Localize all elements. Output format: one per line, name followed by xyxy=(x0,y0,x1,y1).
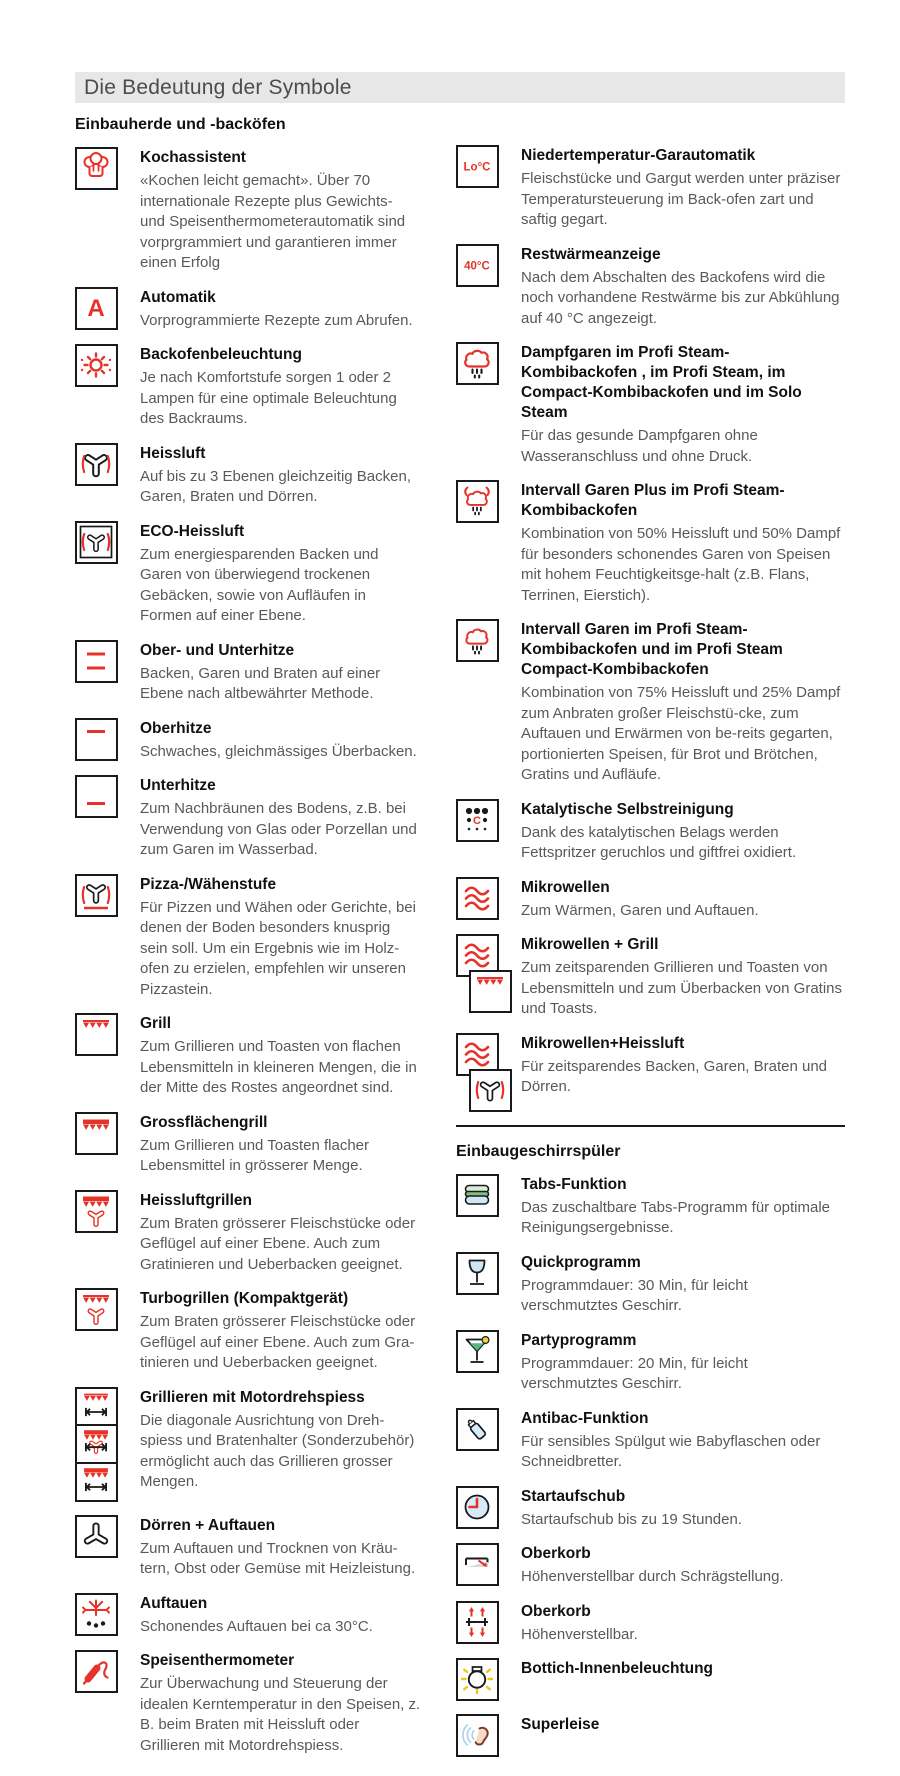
symbol-entry xyxy=(456,934,845,1020)
symbol-text-cell xyxy=(521,1714,845,1757)
symbol-entry xyxy=(456,480,845,606)
hot-air-grill-icon xyxy=(75,1190,119,1276)
symbol-description: Je nach Komfortstufe sorgen 1 oder 2 Lampen für eine optimale Beleuchtung des Backraums. xyxy=(140,369,397,427)
symbol-title: Oberkorb xyxy=(521,1545,591,1562)
symbol-description: Vorprogrammierte Rezepte zum Abrufen. xyxy=(140,311,413,329)
defrost-icon xyxy=(75,1593,119,1638)
svg-text:Lo°C: Lo°C xyxy=(463,161,491,174)
symbol-entry xyxy=(75,718,421,763)
steam-icon xyxy=(456,342,500,467)
symbol-title: Katalytische Selbstreinigung xyxy=(521,800,734,818)
symbol-text-cell xyxy=(521,1174,845,1239)
left-column xyxy=(75,116,421,1770)
symbol-text-cell xyxy=(140,521,421,627)
symbol-text-cell xyxy=(140,1190,421,1276)
symbol-text-cell xyxy=(140,1515,421,1580)
microwave-icon xyxy=(456,877,500,922)
spit-grill-icon xyxy=(75,1387,119,1502)
symbol-text-cell xyxy=(521,1486,845,1531)
symbol-title: Ober- und Unterhitze xyxy=(140,641,295,659)
symbol-entry xyxy=(75,874,421,1001)
symbol-description: Zum Grillieren und Toasten flacher Lebensmittel in grösserer Menge. xyxy=(140,1136,369,1174)
automatic-a-icon xyxy=(75,287,119,332)
symbol-description: Für das gesunde Dampfgaren ohne Wasseranschluss und ohne Druck. xyxy=(521,427,758,465)
symbol-entry xyxy=(75,147,421,274)
symbol-title: Startaufschub xyxy=(521,1487,626,1505)
symbol-title: Partyprogramm xyxy=(521,1331,637,1349)
symbol-text-cell xyxy=(140,1650,421,1756)
ovens-left-list xyxy=(75,147,421,1756)
interval-icon xyxy=(456,619,500,786)
symbol-entry xyxy=(456,244,845,330)
pizza-stage-icon xyxy=(75,874,119,1001)
symbol-text-cell xyxy=(140,1593,421,1638)
symbol-text-cell xyxy=(521,1601,845,1646)
symbol-description: Zum Wärmen, Garen und Auftauen. xyxy=(521,901,759,919)
symbol-title: Tabs-Funktion xyxy=(521,1175,627,1193)
microwave-hotair-icon xyxy=(456,1033,500,1112)
symbol-entry xyxy=(75,521,421,627)
low-temp-icon xyxy=(456,145,500,231)
dishwashers-list xyxy=(456,1174,845,1758)
symbol-description: Programmdauer: 20 Min, für leicht verschmutztes Geschirr. xyxy=(521,1354,748,1392)
symbol-description: Schonendes Auftauen bei ca 30°C. xyxy=(140,1617,373,1635)
symbol-title: Restwärmeanzeige xyxy=(521,245,661,263)
delay-clock-icon xyxy=(456,1486,500,1531)
symbol-title: Dörren + Auftauen xyxy=(140,1516,276,1534)
symbol-entry xyxy=(456,1252,845,1317)
symbol-description: Backen, Garen und Braten auf einer Ebene nach altbewährter Methode. xyxy=(140,664,381,702)
symbol-description: Zum Nachbräunen des Bodens, z.B. bei Verwendung von Glas oder Porzellan und zum Garen im Wasserbad. xyxy=(140,800,417,858)
symbol-text-cell xyxy=(521,145,845,231)
symbol-description: Die diagonale Ausrichtung von Dreh-spiess und Bratenhalter (Sonderzubehör) ermöglicht auch das Grillieren grosser Mengen. xyxy=(140,1411,415,1490)
symbol-entry xyxy=(75,1112,421,1177)
symbol-entry xyxy=(456,1408,845,1473)
symbol-description: Für Pizzen und Wähen oder Gerichte, bei denen der Boden besonders knusprig sein soll. Um ein Ergebnis wie im Holz-ofen zu erzielen, empfehlen wir unseren Pizzastein. xyxy=(140,898,416,998)
symbol-description: Kombination von 50% Heissluft und 50% Dampf für besonders schonendes Garen von Speisen mit hohem Feuchtigkeitsge-halt (z.B. Flans, Terrinen, Eierstich). xyxy=(521,525,841,604)
symbol-description: Höhenverstellbar durch Schrägstellung. xyxy=(521,1568,784,1585)
symbol-text-cell xyxy=(521,342,845,467)
symbol-entry xyxy=(75,344,421,430)
symbol-text-cell xyxy=(521,244,845,330)
symbol-text-cell xyxy=(140,640,421,705)
symbol-description: Dank des katalytischen Belags werden Fettspritzer geruchlos und giftfrei oxidiert. xyxy=(521,823,797,861)
symbol-title: Mikrowellen + Grill xyxy=(521,936,659,953)
catalytic-icon xyxy=(456,799,500,864)
symbol-description: Kombination von 75% Heissluft und 25% Dampf zum Anbraten großer Fleischstü-cke, zum Auftauen und Erwärmen von be-reits gegarten, portionierten Speisen, für Brot und Brötchen, Gratins und Aufläufe. xyxy=(521,684,841,783)
symbol-title: Unterhitze xyxy=(140,777,216,794)
symbol-title: Oberkorb xyxy=(521,1602,591,1620)
symbol-description: Das zuschaltbare Tabs-Programm für optimale Reinigungsergebnisse. xyxy=(521,1198,831,1236)
symbol-title: Kochassistent xyxy=(140,149,246,166)
symbol-entry xyxy=(75,287,421,332)
antibac-bottle-icon xyxy=(456,1408,500,1473)
symbol-title: Bottich-Innenbeleuchtung xyxy=(521,1660,714,1677)
basket-height-icon xyxy=(456,1601,500,1646)
chef-hat-icon xyxy=(75,147,119,274)
svg-text:A: A xyxy=(87,294,105,322)
svg-text:C: C xyxy=(473,814,481,827)
food-thermometer-icon xyxy=(75,1650,119,1756)
symbol-description: Zum Grillieren und Toasten von flachen Lebensmitteln in kleineren Mengen, die in der Mitte des Rostes angeordnet sind. xyxy=(140,1038,417,1096)
symbol-text-cell xyxy=(140,775,421,861)
symbol-text-cell xyxy=(140,443,421,508)
symbol-title: Turbogrillen (Kompaktgerät) xyxy=(140,1290,349,1307)
microwave-grill-icon xyxy=(456,934,500,1020)
symbol-text-cell xyxy=(521,799,845,864)
symbol-entry xyxy=(456,1658,845,1701)
symbol-entry xyxy=(75,1288,421,1374)
basket-tilt-icon xyxy=(456,1543,500,1588)
symbol-text-cell xyxy=(140,1112,421,1177)
top-bottom-heat-icon xyxy=(75,640,119,705)
symbol-entry xyxy=(456,1601,845,1646)
residual-heat-icon xyxy=(456,244,500,330)
section-divider xyxy=(456,1125,845,1127)
symbol-title: Pizza-/Wähenstufe xyxy=(140,875,277,893)
quick-glass-icon xyxy=(456,1252,500,1317)
symbol-text-cell xyxy=(140,718,421,763)
symbol-entry xyxy=(75,1190,421,1276)
turbo-grill-icon xyxy=(75,1288,119,1374)
tabs-icon xyxy=(456,1174,500,1239)
symbol-text-cell xyxy=(521,480,845,606)
symbol-entry xyxy=(456,619,845,786)
hot-air-icon xyxy=(75,443,119,508)
quiet-ear-icon xyxy=(456,1714,500,1757)
oven-light-icon xyxy=(75,344,119,430)
symbol-entry xyxy=(456,1174,845,1239)
right-column xyxy=(456,116,845,1770)
svg-text:40°C: 40°C xyxy=(464,260,490,272)
symbol-title: Grossflächengrill xyxy=(140,1113,268,1131)
dry-defrost-icon xyxy=(75,1515,119,1580)
tub-light-icon xyxy=(456,1658,500,1701)
symbol-title: Heissluftgrillen xyxy=(140,1191,252,1209)
symbol-title: Heissluft xyxy=(140,444,206,462)
symbol-title: Antibac-Funktion xyxy=(521,1409,649,1427)
symbol-description: Für zeitsparendes Backen, Garen, Braten und Dörren. xyxy=(521,1057,828,1095)
symbol-description: Fleischstücke und Gargut werden unter präziser Temperatursteuerung im Back-ofen zart und saftig gegart. xyxy=(521,170,841,228)
symbol-title: Mikrowellen+Heissluft xyxy=(521,1034,685,1052)
symbol-description: Zum energiesparenden Backen und Garen von überwiegend trockenen Gebäcken, sowie von Aufläufen in Formen auf einer Ebene. xyxy=(140,545,379,624)
symbol-text-cell xyxy=(521,934,845,1020)
symbol-text-cell xyxy=(140,344,421,430)
symbol-title: Intervall Garen im Profi Steam-Kombibackofen und im Profi Steam Compact-Kombibackofen xyxy=(521,621,783,678)
eco-hot-air-icon xyxy=(75,521,119,627)
symbol-title: Oberhitze xyxy=(140,719,212,737)
symbol-title: Grill xyxy=(140,1015,172,1032)
symbol-title: Superleise xyxy=(521,1716,600,1733)
symbol-title: Dampfgaren im Profi Steam-Kombibackofen , im Profi Steam, im Compact-Kombibackofen und im Solo Steam xyxy=(521,344,802,421)
content-columns xyxy=(75,116,845,1770)
symbol-entry xyxy=(456,799,845,864)
symbol-entry xyxy=(75,1650,421,1756)
symbol-title: Niedertemperatur-Garautomatik xyxy=(521,147,756,164)
symbol-description: Programmdauer: 30 Min, für leicht verschmutztes Geschirr. xyxy=(521,1276,748,1314)
symbol-description: «Kochen leicht gemacht». Über 70 internationale Rezepte plus Gewichts- und Speisenthermometerautomatik sind vorprgrammiert und garantieren immer einen Erfolg xyxy=(140,172,406,271)
symbol-description: Auf bis zu 3 Ebenen gleichzeitig Backen, Garen, Braten und Dörren. xyxy=(140,467,412,505)
symbol-text-cell xyxy=(140,874,421,1001)
symbol-description: Zum zeitsparenden Grillieren und Toasten von Lebensmitteln und zum Überbacken von Gratins und Toasts. xyxy=(521,959,843,1017)
page-title: Die Bedeutung der Symbole xyxy=(75,72,845,103)
top-heat-icon xyxy=(75,718,119,763)
symbol-text-cell xyxy=(140,1013,421,1099)
symbol-text-cell xyxy=(521,619,845,786)
symbol-text-cell xyxy=(521,877,845,922)
symbol-text-cell xyxy=(521,1658,845,1701)
symbol-entry xyxy=(75,443,421,508)
symbol-description: Zur Überwachung und Steuerung der idealen Kerntemperatur in den Speisen, z. B. beim Braten mit Heissluft oder Grillieren mit Motordrehspiess. xyxy=(140,1675,421,1754)
symbol-description: Zum Auftauen und Trocknen von Kräu-tern, Obst oder Gemüse mit Heizleistung. xyxy=(140,1539,416,1577)
symbol-title: ECO-Heissluft xyxy=(140,522,245,540)
symbol-text-cell xyxy=(140,1387,421,1502)
symbol-text-cell xyxy=(521,1252,845,1317)
symbol-title: Speisenthermometer xyxy=(140,1652,295,1669)
symbol-entry xyxy=(456,877,845,922)
symbol-text-cell xyxy=(521,1543,845,1588)
symbol-title: Mikrowellen xyxy=(521,878,610,896)
symbol-text-cell xyxy=(521,1330,845,1395)
symbol-entry xyxy=(456,1033,845,1112)
party-glass-icon xyxy=(456,1330,500,1395)
symbol-entry xyxy=(75,640,421,705)
interval-plus-icon xyxy=(456,480,500,606)
symbol-text-cell xyxy=(140,287,421,332)
symbol-entry xyxy=(456,1330,845,1395)
symbol-entry xyxy=(75,1387,421,1502)
symbol-entry xyxy=(456,1714,845,1757)
symbol-entry xyxy=(456,342,845,467)
symbol-text-cell xyxy=(140,147,421,274)
symbol-title: Grillieren mit Motordrehspiess xyxy=(140,1388,365,1406)
symbol-title: Backofenbeleuchtung xyxy=(140,346,302,363)
symbol-entry xyxy=(75,1013,421,1099)
symbol-title: Auftauen xyxy=(140,1594,208,1612)
large-grill-icon xyxy=(75,1112,119,1177)
symbol-description: Zum Braten grösserer Fleischstücke oder Geflügel auf einer Ebene. Auch zum Gratinieren und Ueberbacken geeignet. xyxy=(140,1214,416,1273)
symbol-entry xyxy=(456,1543,845,1588)
grill-icon xyxy=(75,1013,119,1099)
symbol-entry xyxy=(456,1486,845,1531)
symbol-title: Intervall Garen Plus im Profi Steam-Kombibackofen xyxy=(521,482,785,519)
section-heading-dishwashers: Einbaugeschirrspüler xyxy=(456,1142,621,1160)
symbol-description: Höhenverstellbar. xyxy=(521,1625,638,1643)
symbol-text-cell xyxy=(140,1288,421,1374)
symbol-title: Quickprogramm xyxy=(521,1253,641,1271)
symbol-description: Zum Braten grösserer Fleischstücke oder Geflügel auf einer Ebene. Auch zum Gra-tinieren und Ueberbacken geeignet. xyxy=(140,1313,416,1371)
symbol-entry xyxy=(75,1593,421,1638)
symbol-entry xyxy=(456,145,845,231)
symbol-title: Automatik xyxy=(140,288,216,306)
symbol-description: Startaufschub bis zu 19 Stunden. xyxy=(521,1510,742,1528)
symbol-description: Schwaches, gleichmässiges Überbacken. xyxy=(140,742,417,760)
symbol-text-cell xyxy=(521,1033,845,1112)
symbol-description: Nach dem Abschalten des Backofens wird die noch vorhandene Restwärme bis zur Abkühlung auf 40 °C angezeigt. xyxy=(521,268,840,327)
symbol-entry xyxy=(75,1515,421,1580)
symbol-text-cell xyxy=(521,1408,845,1473)
section-heading-ovens: Einbauherde und -backöfen xyxy=(75,116,286,133)
symbol-entry xyxy=(75,775,421,861)
bottom-heat-icon xyxy=(75,775,119,861)
symbol-description: Für sensibles Spülgut wie Babyflaschen oder Schneidbretter. xyxy=(521,1432,821,1470)
ovens-right-list xyxy=(456,145,845,1112)
